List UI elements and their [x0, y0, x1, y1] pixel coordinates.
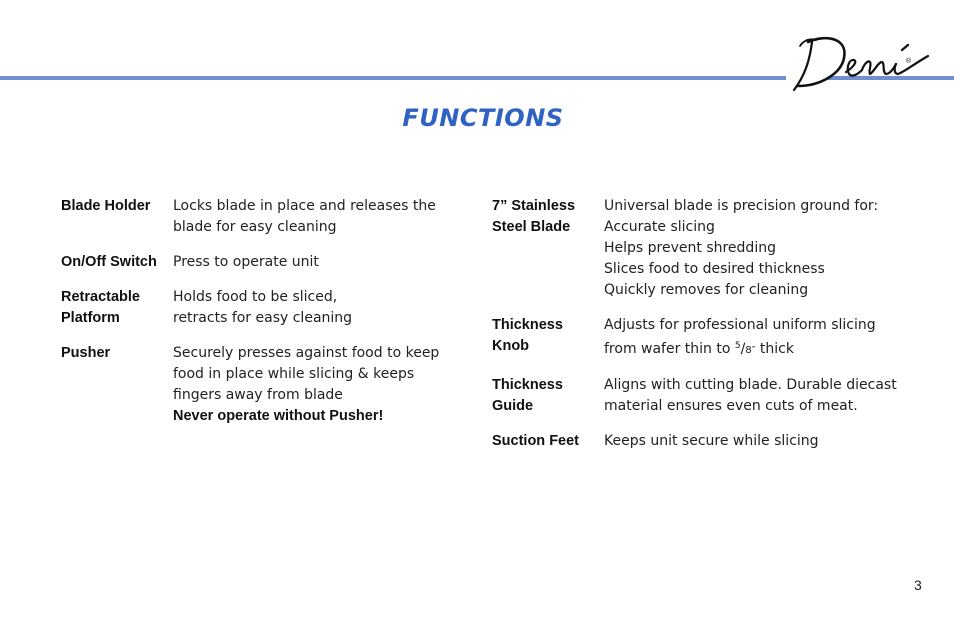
page-number: 3: [914, 577, 922, 593]
entry-suction-feet: [492, 431, 922, 452]
definition: Locks blade in place and releases the blade for easy cleaning: [173, 198, 436, 235]
term: On/Off Switch: [61, 254, 157, 270]
definition: Securely presses against food to keep food in place while slicing & keeps fingers away from blade Never operate without Pusher!: [173, 343, 439, 427]
entry-on-off-switch: [61, 252, 441, 273]
entry-thickness-guide: [492, 375, 922, 417]
left-column: [61, 196, 441, 441]
term: Pusher: [61, 345, 111, 361]
right-column: [492, 196, 922, 466]
term: Suction Feet: [492, 433, 580, 449]
pusher-warning: Never operate without Pusher!: [173, 408, 384, 424]
definition: Holds food to be sliced, retracts for easy cleaning: [173, 289, 353, 326]
entry-pusher: [61, 343, 441, 427]
definition: Universal blade is precision ground for: Accurate slicing Helps prevent shredding Slices food to desired thickness Quickly removes for cleaning: [604, 198, 879, 298]
entry-stainless-steel-blade: [492, 196, 922, 301]
definition: Adjusts for professional uniform slicing from wafer thin to $^5$/8″ thick: [604, 315, 876, 361]
entry-blade-holder: [61, 196, 441, 238]
fraction-numerator: 5: [734, 341, 741, 351]
fraction-denominator: 8: [745, 345, 752, 356]
term: Thickness Knob: [492, 317, 563, 354]
term: 7” Stainless Steel Blade: [492, 198, 576, 235]
term: Thickness Guide: [492, 377, 563, 414]
term: Retractable Platform: [61, 289, 140, 326]
page-title: FUNCTIONS: [402, 104, 564, 132]
deni-logo: [786, 28, 936, 94]
header-rule-left: [0, 76, 786, 80]
entry-thickness-knob: [492, 315, 922, 361]
definition: Aligns with cutting blade. Durable diecast material ensures even cuts of meat.: [604, 377, 897, 414]
entry-retractable-platform: [61, 287, 441, 329]
definition: Keeps unit secure while slicing: [604, 433, 819, 449]
definition: Press to operate unit: [173, 254, 319, 270]
thickness-range: from wafer thin to $^5$/8″ thick: [604, 341, 794, 357]
deni-logo-icon: [786, 28, 936, 94]
term: Blade Holder: [61, 198, 151, 214]
registered-mark: ®: [906, 58, 912, 65]
